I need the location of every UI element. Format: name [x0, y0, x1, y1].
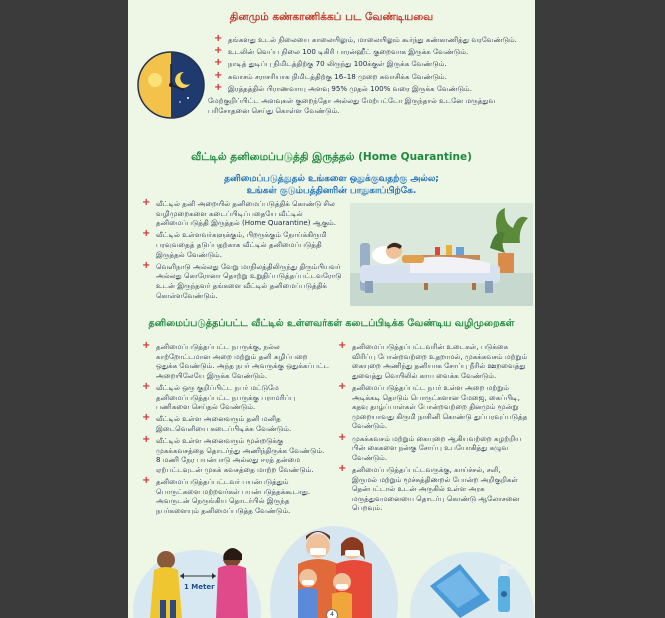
plus-bullet-icon: + — [142, 340, 151, 351]
document-page — [128, 0, 535, 618]
list-item: + வீட்டில் தனி அறையில் தனிமைப்படுத்திக் கொண்டு சில வழிமுறைகளை கடைப்பிடிப்பதையே வீட்டில் தனிமைப்படுத்தி இருத்தல் (Home Quarantine) ஆகும். — [142, 197, 336, 228]
distance-label: 1 Meter — [184, 583, 215, 591]
day-night-clock-icon — [136, 50, 206, 120]
plus-bullet-icon: + — [338, 431, 347, 443]
social-distance-illustration — [132, 540, 262, 618]
family-masks-illustration — [268, 520, 400, 618]
list-item: + வீட்டில் உள்ள அனைவரும் மூன்றடுக்கு முகக்கவசத்தை தொடர்ந்து அணிந்திருக்க வேண்டும். 8 மணி நேர பயன்பாடு அல்லது ஈரத் தன்மை ஏற்பட்டவுடன் முகக் கவசத்தை மாற்ற வேண்டும். — [142, 434, 325, 474]
plus-bullet-icon: + — [142, 228, 151, 240]
list-item: + தங்களது உடல் நிலையை காலையிலும், மாலையிலும் கூர்ந்து கண்காணித்து வரவேண்டும். — [214, 33, 517, 44]
guidelines-left-list — [142, 342, 330, 515]
list-item: + முகக்கவசம் மற்றும் கையுறை ஆகியவற்றை கழற்றிய பின் கைகளை நன்கு சோப்பு உபயோகித்து கழுவ வேண்டும். — [338, 431, 522, 462]
guidelines-title: தனிமைப்படுத்தப்பட்ட வீட்டில் உள்ளவர்கள் கடைப்பிடிக்க வேண்டிய வழிமுறைகள் — [148, 318, 515, 329]
plus-bullet-icon: + — [214, 33, 223, 44]
quarantine-title: வீட்டில் தனிமைப்படுத்தி இருத்தல் (Home Quarantine) — [191, 151, 472, 163]
list-item: + உடலின் வெப்ப நிலை 100 டிகிரி பாரன்ஹீட் குறைவாக இருக்க வேண்டும். — [214, 45, 469, 57]
list-item: + சுவாசம் சராசரியாக நிமிடத்திற்கு 16–18 முறை சுவாசிக்க வேண்டும். — [214, 69, 447, 81]
list-item: + தனிமைப்படுத்தப்பட்ட நபருக்கு, நல்ல காற்றோட்டமான அறை மற்றும் தனி கழிப்பறை ஒதுக்க வேண்டும். அந்த நபர் அவருக்கு ஒதுக்கப்பட்ட அறையிலேயே இருக்க வேண்டும். — [142, 340, 330, 380]
plus-bullet-icon: + — [142, 412, 151, 424]
page-number: 4 — [326, 609, 338, 618]
plus-bullet-icon: + — [214, 69, 223, 81]
list-item: + தனிமைப்படுத்தப்பட்டவர் பயன்படுத்தும் பொருட்களை மற்றவர்கள் பயன்படுத்தக்கூடாது. அவருடன் நெருங்கிய தொடர்பில் இருந்த நபர்களையும் தனிமைப்படுத்த வேண்டும். — [142, 475, 311, 515]
quarantine-list — [142, 199, 350, 300]
list-item: + தனிமைப்படுத்தப்பட்டவருக்கு, காய்ச்சல், சளி, இருமல் மற்றும் மூச்சுத்திணறல் போன்ற அறிகுறிகள் தென்பட்டால் உடன் அருகில் உள்ள அரசு மருத்துவமனையை தொடர்பு கொண்டு ஆலோசனை பெறவும். — [338, 462, 520, 513]
quarantine-subtitle: தனிமைப்படுத்துதல் உங்களை ஒதுக்குவதற்கு அல்ல; உங்கள் குடும்பத்தினரின் பாதுகாப்பிற்கே. — [224, 174, 439, 196]
plus-bullet-icon: + — [214, 45, 223, 57]
list-item: + வீட்டில் உள்ளவர்களுக்கும், பிறருக்கும் நோய்க்கிருமி பரவுவதைத் தடுப்பதற்காக வீட்டில் தனிமைப்படுத்தி இருத்தல் வேண்டும். — [142, 228, 327, 259]
plus-bullet-icon: + — [214, 57, 223, 69]
list-item: + வீட்டில் உள்ள அனைவரும் தனி மனித இடைவெளியை கடைப்பிடிக்க வேண்டும். — [142, 412, 292, 433]
monitor-list — [214, 35, 524, 93]
plus-bullet-icon: + — [142, 197, 151, 208]
monitor-title: தினமும் கண்காணிக்கப் பட வேண்டியவை — [229, 11, 434, 23]
plus-bullet-icon: + — [338, 462, 347, 474]
list-item: + தனிமைப்படுத்தப்பட்டவரின் உடைகள், படுக்கை விரிப்பு போன்றவற்றை உதறாமல், முகக்கவசம் மற்றும் கையுறை அணிந்து தனியாக சோப்பு நீரில் ஊறவைத்து துவைத்து வெயிலில் காய வைக்க வேண்டும். — [338, 340, 528, 380]
plus-bullet-icon: + — [338, 380, 347, 392]
guidelines-right-column — [338, 342, 528, 515]
monitor-note: மேற்குறிப்பிட்ட அளவுகள் குறைந்தோ அல்லது மேற்பட்டோ இருந்தால் உடனே மருத்துவ பரிசோதனை செய்து கொள்ள வேண்டும். — [208, 95, 496, 115]
sick-person-bed-illustration — [350, 203, 533, 306]
monitor-list-container — [208, 33, 524, 115]
plus-bullet-icon: + — [214, 81, 223, 93]
list-item: + இரத்தத்தில் பிராணவாயு அளவு 95% முதல் 100% வரை இருக்க வேண்டும். — [214, 81, 472, 93]
cleaning-supplies-illustration — [410, 546, 534, 618]
plus-bullet-icon: + — [142, 259, 151, 271]
guidelines-right-list — [338, 342, 528, 513]
list-item: + நாடித் துடிப்பு நிமிடத்திற்கு 70 லிருந்து 100க்குள் இருக்க வேண்டும். — [214, 57, 447, 69]
list-item: + தனிமைப்படுத்தப்பட்ட நபர் உள்ள அறை மற்றும் அடிக்கடி தொடும் பொருட்களான மேஜை, கைப்பிடி, கதவு தாழ்ப்பாள்கள் போன்றவற்றை தினமும் மூன்று முறையாவது கிருமி நாசினி கொண்டு துப்பரவுப்படுத்த வேண்டும். — [338, 380, 528, 431]
plus-bullet-icon: + — [142, 475, 151, 487]
plus-bullet-icon: + — [142, 380, 151, 392]
plus-bullet-icon: + — [142, 434, 151, 446]
plus-bullet-icon: + — [338, 340, 347, 351]
quarantine-list-container — [142, 199, 350, 303]
list-item: + வீட்டில் ஒரு குறிப்பிட்ட நபர் மட்டுமே தனிமைப்படுத்தப்பட்ட நபருக்கு பராமரிப்பு பணிகளை செய்தல் வேண்டும். — [142, 380, 296, 412]
list-item: + வெளிநாடு அல்லது வேறு மாநிலத்திலிருந்து திரும்பியவர் அல்லது கொரோனா தொற்று உறுதிப்படுத்தப்பட்டவரோடு உடன் இருந்தவர் தங்களை வீட்டில் தனிமைப்படுத்திக் கொள்ளவேண்டும். — [142, 259, 342, 300]
guidelines-left-column — [142, 342, 330, 518]
